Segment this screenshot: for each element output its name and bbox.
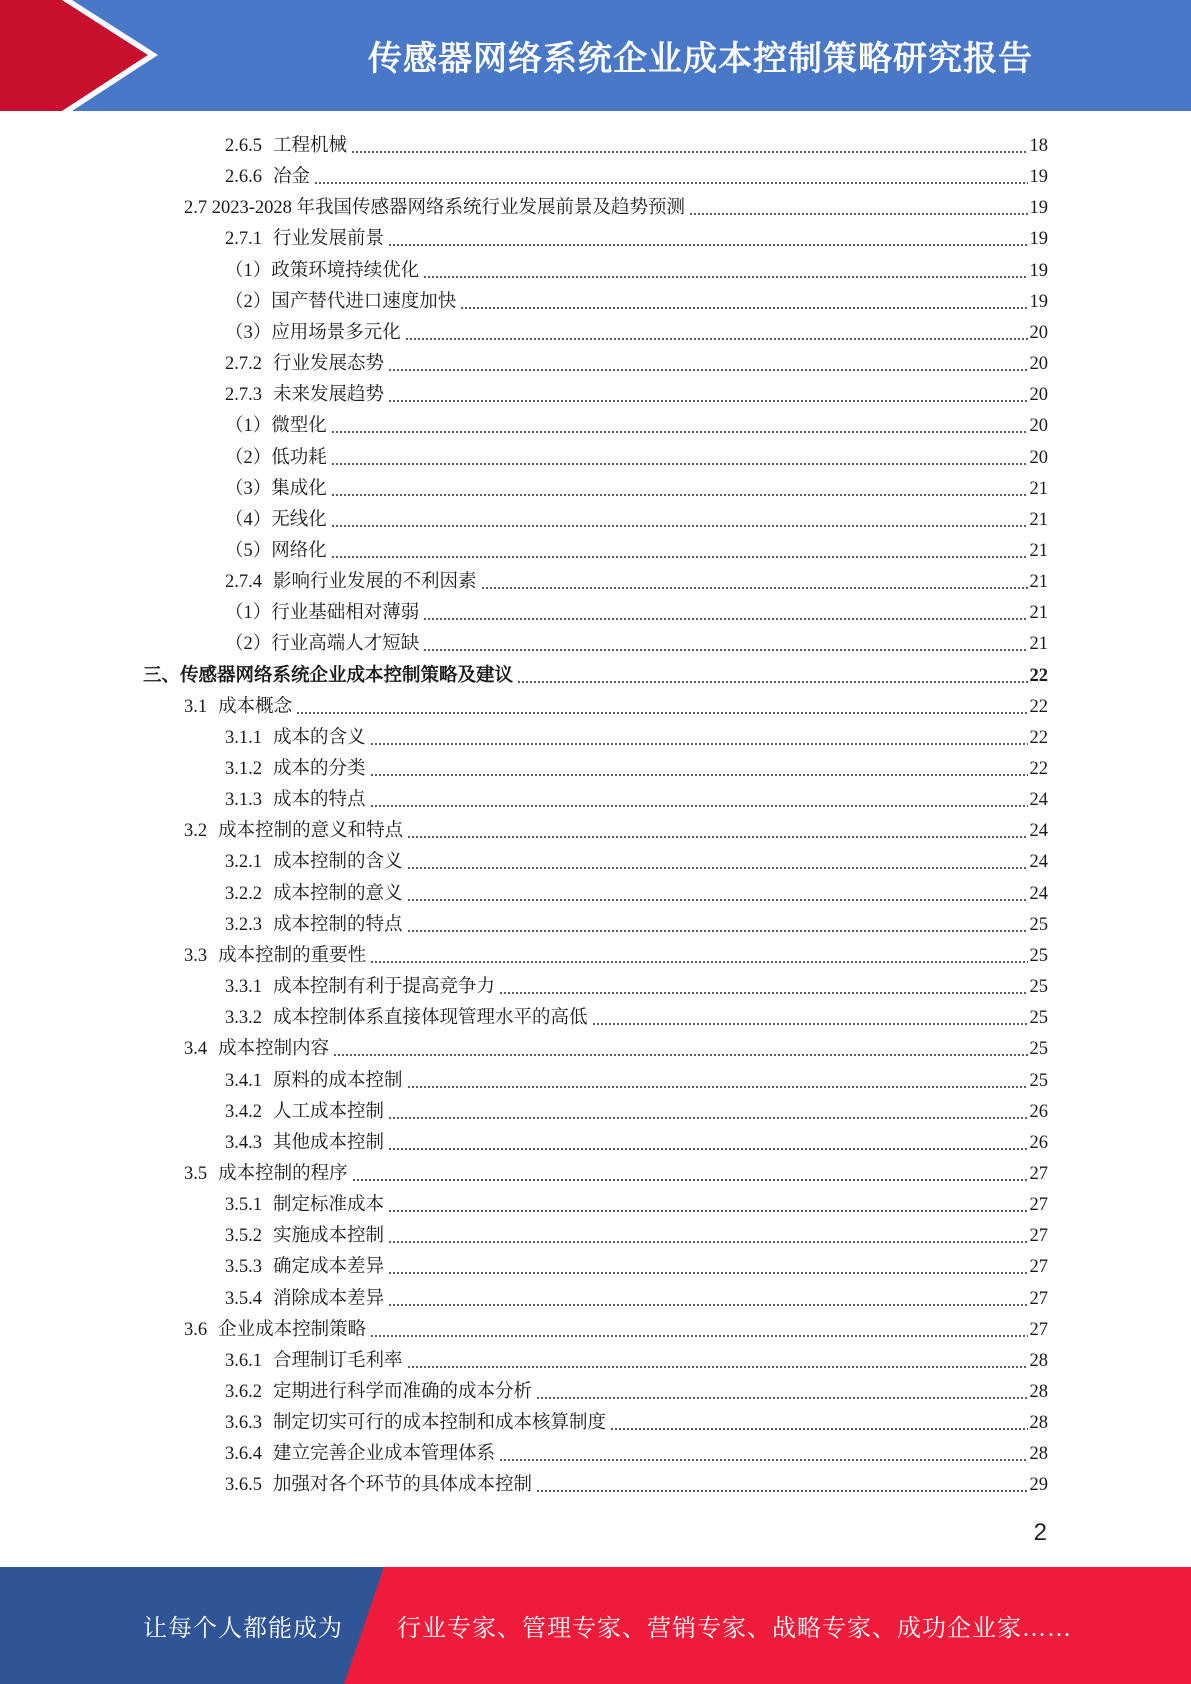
toc-entry-label xyxy=(225,757,366,781)
toc-entry-page: 27 xyxy=(1029,1257,1048,1278)
toc-entry-number: 3.6.4 xyxy=(225,1444,262,1465)
dot-leader xyxy=(388,400,1027,402)
toc-entry-label xyxy=(184,1162,348,1186)
dot-leader xyxy=(407,867,1028,869)
toc-entry-label xyxy=(184,1318,366,1342)
dot-leader xyxy=(610,1428,1027,1430)
toc-entry-title: 行业发展态势 xyxy=(273,354,385,375)
dot-leader xyxy=(370,1335,1027,1337)
dot-leader xyxy=(370,774,1028,776)
toc-entry-number: 3.2.1 xyxy=(225,852,262,873)
toc-entry-title: 2.7 2023-2028 年我国传感器网络系统行业发展前景及趋势预测 xyxy=(184,198,686,219)
toc-entry-number: 3.4.3 xyxy=(225,1132,262,1153)
toc-entry-page: 21 xyxy=(1029,634,1048,655)
toc-entry[interactable] xyxy=(225,501,1048,532)
toc-entry[interactable] xyxy=(225,1342,1048,1373)
toc-entry-title: 消除成本差异 xyxy=(273,1288,385,1309)
toc-entry-page: 19 xyxy=(1029,198,1048,219)
toc-entry[interactable] xyxy=(225,1404,1048,1435)
toc-entry-label xyxy=(225,570,477,594)
toc-entry-label xyxy=(225,1069,403,1093)
toc-entry[interactable] xyxy=(225,314,1048,345)
toc-entry[interactable] xyxy=(184,688,1048,719)
toc-entry-page: 28 xyxy=(1029,1444,1048,1465)
toc-entry-label xyxy=(225,1473,532,1497)
toc-entry-page: 27 xyxy=(1029,1226,1048,1247)
toc-entry-number: 3.6 xyxy=(184,1319,208,1340)
toc-entry-number: 3.6.1 xyxy=(225,1350,262,1371)
toc-entry-number: 3.3.2 xyxy=(225,1008,262,1029)
toc-entry-number: 3.5 xyxy=(184,1163,208,1184)
toc-entry-page: 21 xyxy=(1029,540,1048,561)
toc-entry[interactable] xyxy=(184,937,1048,968)
toc-entry-page: 26 xyxy=(1029,1132,1048,1153)
toc-entry-label xyxy=(184,196,685,220)
toc-entry-page: 18 xyxy=(1029,136,1048,156)
dot-leader xyxy=(388,369,1027,371)
toc-entry-title: 成本控制的意义 xyxy=(273,883,403,904)
toc-entry-number: 3.5.4 xyxy=(225,1288,262,1309)
toc-entry[interactable] xyxy=(225,968,1048,999)
dot-leader xyxy=(370,743,1028,745)
toc-entry-number: 3.6.5 xyxy=(225,1475,262,1496)
toc-entry-title: 冶金 xyxy=(273,167,311,188)
toc-entry[interactable] xyxy=(225,220,1048,251)
toc-entry-title: （1）政策环境持续优化 xyxy=(225,260,420,281)
toc-entry-page: 22 xyxy=(1029,696,1048,717)
toc-entry-label xyxy=(225,165,310,189)
toc-entry-title: 实施成本控制 xyxy=(273,1226,385,1247)
toc-entry-number: 3.4.2 xyxy=(225,1101,262,1122)
toc-entry-label xyxy=(225,1380,532,1404)
toc-entry-title: 人工成本控制 xyxy=(273,1101,385,1122)
toc-entry-label xyxy=(184,944,366,968)
document-title: 传感器网络系统企业成本控制策略研究报告 xyxy=(368,39,1033,79)
toc-entry-page: 20 xyxy=(1029,416,1048,437)
toc-entry-title: 成本概念 xyxy=(218,696,293,717)
toc-entry-label xyxy=(225,290,456,314)
toc-entry-page: 24 xyxy=(1029,883,1048,904)
dot-leader xyxy=(592,1023,1028,1025)
toc-entry-number: 3.3.1 xyxy=(225,977,262,998)
toc-entry-number: 3.2 xyxy=(184,821,208,842)
toc-entry-page: 20 xyxy=(1029,354,1048,375)
toc-entry-page: 20 xyxy=(1029,322,1048,343)
toc-entry-label xyxy=(225,414,327,438)
toc-entry-number: 3.2.3 xyxy=(225,914,262,935)
footer-slogan-left: 让每个人都能成为 xyxy=(143,1616,343,1642)
toc-entry[interactable] xyxy=(225,283,1048,314)
toc-entry[interactable] xyxy=(225,1248,1048,1279)
toc-entry-title: （2）国产替代进口速度加快 xyxy=(225,291,457,312)
page-number: 2 xyxy=(1033,1519,1047,1546)
toc-entry-title: 成本控制内容 xyxy=(218,1039,330,1060)
toc-entry-page: 19 xyxy=(1029,229,1048,250)
toc-entry-page: 20 xyxy=(1029,447,1048,468)
toc-entry-label xyxy=(225,1287,384,1311)
toc-entry[interactable] xyxy=(225,407,1048,438)
header-banner xyxy=(0,0,1191,111)
toc-entry-page: 21 xyxy=(1029,478,1048,499)
toc-entry-number: 3.5.3 xyxy=(225,1257,262,1278)
dot-leader xyxy=(388,1304,1027,1306)
toc-entry[interactable] xyxy=(225,470,1048,501)
toc-entry-label xyxy=(225,508,327,532)
toc-entry[interactable] xyxy=(184,189,1048,220)
toc-entry-label xyxy=(225,321,401,345)
toc-entry[interactable] xyxy=(225,719,1048,750)
toc-entry-page: 27 xyxy=(1029,1288,1048,1309)
toc-entry-title: （3）应用场景多元化 xyxy=(225,322,401,343)
toc-entry-label xyxy=(225,446,327,470)
toc-entry-number: 3.5.1 xyxy=(225,1195,262,1216)
toc-entry-page: 19 xyxy=(1029,260,1048,281)
toc-entry-title: 制定切实可行的成本控制和成本核算制度 xyxy=(273,1413,607,1434)
toc-entry-label xyxy=(225,850,403,874)
toc-entry-page: 25 xyxy=(1029,1070,1048,1091)
toc-entry-title: 成本的分类 xyxy=(273,759,366,779)
toc-entry-title: （2）低功耗 xyxy=(225,447,327,468)
toc-entry-page: 25 xyxy=(1029,1008,1048,1029)
toc-entry-title: 成本控制的特点 xyxy=(273,914,403,935)
toc-entry-title: 企业成本控制策略 xyxy=(218,1319,367,1340)
toc-entry-title: 成本的含义 xyxy=(273,727,366,748)
toc-entry-number: 2.6.5 xyxy=(225,136,262,156)
toc-entry-label xyxy=(225,788,366,812)
toc-entry[interactable] xyxy=(225,252,1048,283)
toc-entry[interactable] xyxy=(143,657,1048,688)
toc-entry-title: （4）无线化 xyxy=(225,509,327,530)
toc-entry[interactable] xyxy=(225,906,1048,937)
toc-entry-page: 24 xyxy=(1029,790,1048,811)
toc-entry-label xyxy=(225,882,403,906)
toc-entry-title: 其他成本控制 xyxy=(273,1132,385,1153)
toc-entry-number: 3.6.3 xyxy=(225,1413,262,1434)
toc-entry-page: 25 xyxy=(1029,1039,1048,1060)
toc-entry-label xyxy=(225,477,327,501)
dot-leader xyxy=(388,1148,1027,1150)
toc-entry-label xyxy=(225,1349,403,1373)
toc-entry-label xyxy=(225,1224,384,1248)
toc-entry-number: 3.1.1 xyxy=(225,727,262,748)
toc-entry-title: 建立完善企业成本管理体系 xyxy=(273,1444,496,1465)
toc-entry-page: 27 xyxy=(1029,1319,1048,1340)
toc-entry-title: 定期进行科学而准确的成本分析 xyxy=(273,1382,533,1402)
toc-entry-label xyxy=(225,975,495,999)
toc-entry-page: 28 xyxy=(1029,1413,1048,1434)
toc-entry-page: 21 xyxy=(1029,603,1048,624)
dot-leader xyxy=(423,276,1027,278)
toc-entry-number: 3.4 xyxy=(184,1039,208,1060)
dot-leader xyxy=(331,494,1028,496)
toc-entry[interactable] xyxy=(225,439,1048,470)
dot-leader xyxy=(407,1366,1028,1368)
toc-entry-label xyxy=(225,134,347,158)
toc-entry-title: 工程机械 xyxy=(273,136,348,156)
dot-leader xyxy=(407,836,1027,838)
toc-entry-title: 确定成本差异 xyxy=(273,1257,385,1278)
toc-entry-page: 24 xyxy=(1029,852,1048,873)
toc-entry-title: （5）网络化 xyxy=(225,540,327,561)
toc-entry[interactable] xyxy=(225,158,1048,189)
toc-entry-title: （3）集成化 xyxy=(225,478,327,499)
toc-entry-page: 22 xyxy=(1029,759,1048,779)
toc-entry-number: 3.5.2 xyxy=(225,1226,262,1247)
toc-entry[interactable] xyxy=(225,843,1048,874)
toc-entry-page: 25 xyxy=(1029,914,1048,935)
toc-entry[interactable] xyxy=(225,1093,1048,1124)
dot-leader xyxy=(536,1490,1027,1492)
dot-leader xyxy=(388,1272,1027,1274)
toc-entry-title: 成本控制的意义和特点 xyxy=(218,821,404,842)
toc-entry-label xyxy=(225,352,384,376)
toc-entry-page: 19 xyxy=(1029,291,1048,312)
toc-entry[interactable] xyxy=(225,532,1048,563)
toc-entry-page: 25 xyxy=(1029,945,1048,966)
toc-entry-page: 25 xyxy=(1029,977,1048,998)
toc-entry-page: 20 xyxy=(1029,385,1048,406)
toc-entry-title: 成本的特点 xyxy=(273,790,366,811)
toc-entry[interactable] xyxy=(225,1124,1048,1155)
dot-leader xyxy=(407,1086,1028,1088)
toc-entry-title: 影响行业发展的不利因素 xyxy=(273,572,477,593)
toc-entry-label xyxy=(225,1442,495,1466)
toc-entry[interactable] xyxy=(225,750,1048,781)
dot-leader xyxy=(388,1241,1027,1243)
toc-entry-label xyxy=(225,1411,606,1435)
dot-leader xyxy=(481,587,1028,589)
toc-entry-title: 合理制订毛利率 xyxy=(273,1350,403,1371)
toc-entry[interactable] xyxy=(184,1311,1048,1342)
toc-entry-title: 成本控制的含义 xyxy=(273,852,403,873)
toc-entry[interactable] xyxy=(225,1466,1048,1497)
toc-entry-title: （2）行业高端人才短缺 xyxy=(225,634,420,655)
toc-entry-label xyxy=(184,819,403,843)
toc-entry-number: 3.6.2 xyxy=(225,1382,262,1402)
toc-entry-page: 19 xyxy=(1029,167,1048,188)
dot-leader xyxy=(331,463,1028,465)
dot-leader xyxy=(460,307,1027,309)
toc-entry-page: 24 xyxy=(1029,821,1048,842)
dot-leader xyxy=(405,338,1028,340)
toc-entry[interactable] xyxy=(225,781,1048,812)
dot-leader xyxy=(407,899,1028,901)
toc-entry-label xyxy=(225,913,403,937)
toc-entry-number: 2.7.4 xyxy=(225,572,262,593)
toc-entry-title: 三、传感器网络系统企业成本控制策略及建议 xyxy=(143,665,514,686)
toc-entry[interactable] xyxy=(225,1217,1048,1248)
dot-leader xyxy=(296,712,1027,714)
toc-entry-page: 21 xyxy=(1029,572,1048,593)
toc-entry[interactable] xyxy=(225,376,1048,407)
toc-entry[interactable] xyxy=(225,345,1048,376)
toc-entry-title: 成本控制体系直接体现管理水平的高低 xyxy=(273,1008,588,1029)
dot-leader xyxy=(388,244,1027,246)
toc-entry[interactable] xyxy=(184,812,1048,843)
dot-leader xyxy=(331,431,1028,433)
toc-entry-number: 3.1.3 xyxy=(225,790,262,811)
toc-entry[interactable] xyxy=(225,1186,1048,1217)
toc-entry-page: 21 xyxy=(1029,509,1048,530)
dot-leader xyxy=(370,961,1027,963)
footer-slogan-right: 行业专家、管理专家、营销专家、战略专家、成功企业家…… xyxy=(397,1616,1072,1642)
dot-leader xyxy=(423,618,1027,620)
toc-entry-number: 2.7.3 xyxy=(225,385,262,406)
toc-entry-number: 3.1.2 xyxy=(225,759,262,779)
dot-leader xyxy=(388,1117,1027,1119)
dot-leader xyxy=(689,213,1027,215)
toc-entry-label xyxy=(225,1193,384,1217)
toc-entry-page: 28 xyxy=(1029,1350,1048,1371)
toc-entry-title: 加强对各个环节的具体成本控制 xyxy=(273,1475,533,1496)
toc-entry[interactable] xyxy=(184,1155,1048,1186)
toc-entry-label xyxy=(225,1255,384,1279)
toc-entry-label xyxy=(225,539,327,563)
toc-entry-number: 2.7.1 xyxy=(225,229,262,250)
toc-entry[interactable] xyxy=(225,1435,1048,1466)
toc-entry-label xyxy=(143,664,513,688)
toc-entry-title: 原料的成本控制 xyxy=(273,1070,403,1091)
toc-entry-label xyxy=(225,632,419,656)
toc-entry-label xyxy=(184,1037,329,1061)
toc-entry-page: 28 xyxy=(1029,1382,1048,1402)
dot-leader xyxy=(351,151,1027,153)
toc-entry-page: 27 xyxy=(1029,1163,1048,1184)
toc-entry-title: 成本控制的程序 xyxy=(218,1163,348,1184)
dot-leader xyxy=(388,1210,1027,1212)
toc-entry-label xyxy=(225,1100,384,1124)
toc-entry[interactable] xyxy=(225,563,1048,594)
toc-entry[interactable] xyxy=(225,594,1048,625)
header-arrow-decoration xyxy=(0,0,160,111)
toc-entry-number: 3.3 xyxy=(184,945,208,966)
toc-entry-number: 3.2.2 xyxy=(225,883,262,904)
toc-entry-number: 2.6.6 xyxy=(225,167,262,188)
toc-entry-page: 29 xyxy=(1029,1475,1048,1496)
toc-entry-label xyxy=(184,695,292,719)
dot-leader xyxy=(517,681,1027,683)
dot-leader xyxy=(499,992,1027,994)
toc-entry-page: 22 xyxy=(1029,727,1048,748)
toc-entry-page: 22 xyxy=(1029,665,1048,686)
footer-banner xyxy=(0,1567,1191,1684)
toc-entry-label xyxy=(225,1131,384,1155)
toc-entry-page: 26 xyxy=(1029,1101,1048,1122)
toc-entry-title: （1）行业基础相对薄弱 xyxy=(225,603,420,624)
dot-leader xyxy=(333,1054,1027,1056)
toc-entry[interactable] xyxy=(225,1062,1048,1093)
dot-leader xyxy=(331,525,1028,527)
toc-entry-title: 制定标准成本 xyxy=(273,1195,385,1216)
toc-entry-label xyxy=(225,227,384,251)
toc-entry-label xyxy=(225,726,366,750)
toc-entry-label xyxy=(225,259,419,283)
toc-entry-title: 成本控制有利于提高竞争力 xyxy=(273,977,496,998)
toc-entry-title: （1）微型化 xyxy=(225,416,327,437)
dot-leader xyxy=(499,1459,1027,1461)
toc-entry-title: 行业发展前景 xyxy=(273,229,385,250)
toc-entry[interactable] xyxy=(225,625,1048,656)
dot-leader xyxy=(370,805,1028,807)
dot-leader xyxy=(536,1397,1027,1399)
dot-leader xyxy=(352,1179,1028,1181)
toc-entry-title: 未来发展趋势 xyxy=(273,385,385,406)
toc-entry-label xyxy=(225,383,384,407)
toc-entry-number: 3.4.1 xyxy=(225,1070,262,1091)
toc-entry-page: 27 xyxy=(1029,1195,1048,1216)
toc-entry-label xyxy=(225,601,419,625)
toc-entry[interactable] xyxy=(225,875,1048,906)
toc-entry[interactable] xyxy=(184,1030,1048,1061)
toc-entry[interactable] xyxy=(225,127,1048,158)
toc-entry[interactable] xyxy=(225,1280,1048,1311)
toc-entry[interactable] xyxy=(225,1373,1048,1404)
dot-leader xyxy=(331,556,1028,558)
dot-leader xyxy=(314,182,1027,184)
toc-entry-number: 2.7.2 xyxy=(225,354,262,375)
dot-leader xyxy=(423,649,1027,651)
toc-entry-title: 成本控制的重要性 xyxy=(218,945,367,966)
dot-leader xyxy=(407,930,1028,932)
toc-entry-number: 3.1 xyxy=(184,696,208,717)
toc-entry-label xyxy=(225,1006,588,1030)
toc-entry[interactable] xyxy=(225,999,1048,1030)
